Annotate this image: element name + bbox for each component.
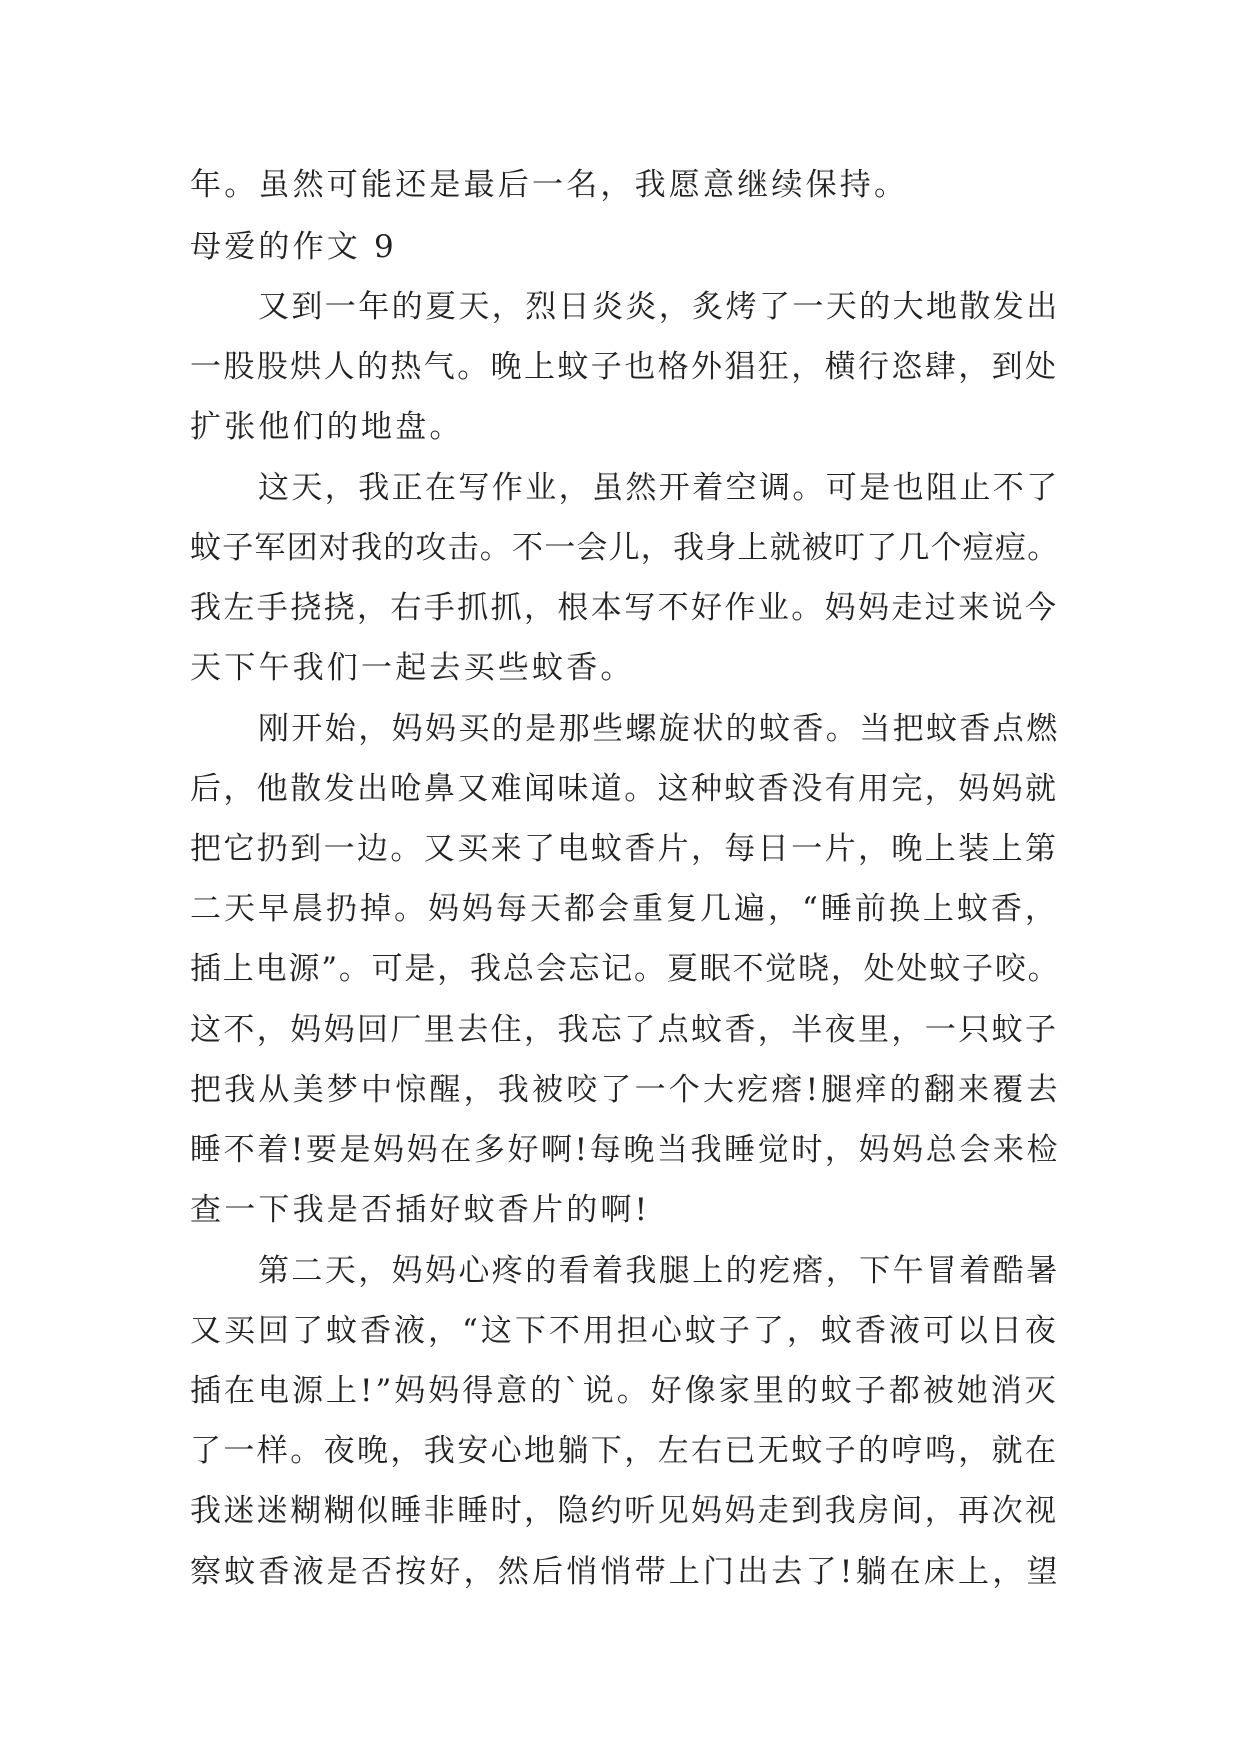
text-line: 二天早晨扔掉。妈妈每天都会重复几遍，“睡前换上蚊香，: [190, 891, 1059, 927]
text-line: 查一下我是否插好蚊香片的啊!: [190, 1192, 651, 1228]
text-line: 了一样。夜晚，我安心地躺下，左右已无蚊子的哼鸣，就在: [190, 1433, 1059, 1469]
text-line: 插上电源”。可是，我总会忘记。夏眠不觉晓，处处蚊子咬。: [190, 951, 1061, 987]
text-line: 这天，我正在写作业，虽然开着空调。可是也阻止不了: [258, 470, 1060, 506]
text-line: 天下午我们一起去买些蚊香。: [190, 650, 635, 686]
text-line: 又到一年的夏天，烈日炎炎，炙烤了一天的大地散发出: [258, 289, 1060, 325]
text-line: 我左手挠挠，右手抓抓，根本写不好作业。妈妈走过来说今: [190, 590, 1059, 626]
text-line: 把它扔到一边。又买来了电蚊香片，每日一片，晚上装上第: [190, 831, 1059, 867]
text-line: 刚开始，妈妈买的是那些螺旋状的蚊香。当把蚊香点燃: [258, 711, 1060, 747]
text-line: 年。虽然可能还是最后一名，我愿意继续保持。: [190, 167, 909, 203]
section-heading: 母爱的作文 9: [190, 229, 397, 265]
text-line: 这不，妈妈回厂里去住，我忘了点蚊香，半夜里，一只蚊子: [190, 1012, 1059, 1048]
text-line: 后，他散发出呛鼻又难闻味道。这种蚊香没有用完，妈妈就: [190, 771, 1059, 807]
text-line: 把我从美梦中惊醒，我被咬了一个大疙瘩!腿痒的翻来覆去: [190, 1072, 1061, 1108]
text-line: 我迷迷糊糊似睡非睡时，隐约听见妈妈走到我房间，再次视: [190, 1493, 1059, 1529]
text-line: 察蚊香液是否按好，然后悄悄带上门出去了!躺在床上，望: [190, 1554, 1061, 1590]
text-line: 扩张他们的地盘。: [190, 409, 464, 445]
text-line: 一股股烘人的热气。晚上蚊子也格外猖狂，横行恣肆，到处: [190, 349, 1059, 385]
text-line: 插在电源上!”妈妈得意的`说。好像家里的蚊子都被她消灭: [190, 1373, 1059, 1409]
text-line: 睡不着!要是妈妈在多好啊!每晚当我睡觉时，妈妈总会来检: [190, 1132, 1061, 1168]
text-line: 第二天，妈妈心疼的看着我腿上的疙瘩，下午冒着酷暑: [258, 1253, 1060, 1289]
text-line: 蚊子军团对我的攻击。不一会儿，我身上就被叮了几个痘痘。: [190, 530, 1060, 566]
text-line: 又买回了蚊香液，“这下不用担心蚊子了，蚊香液可以日夜: [190, 1313, 1059, 1349]
